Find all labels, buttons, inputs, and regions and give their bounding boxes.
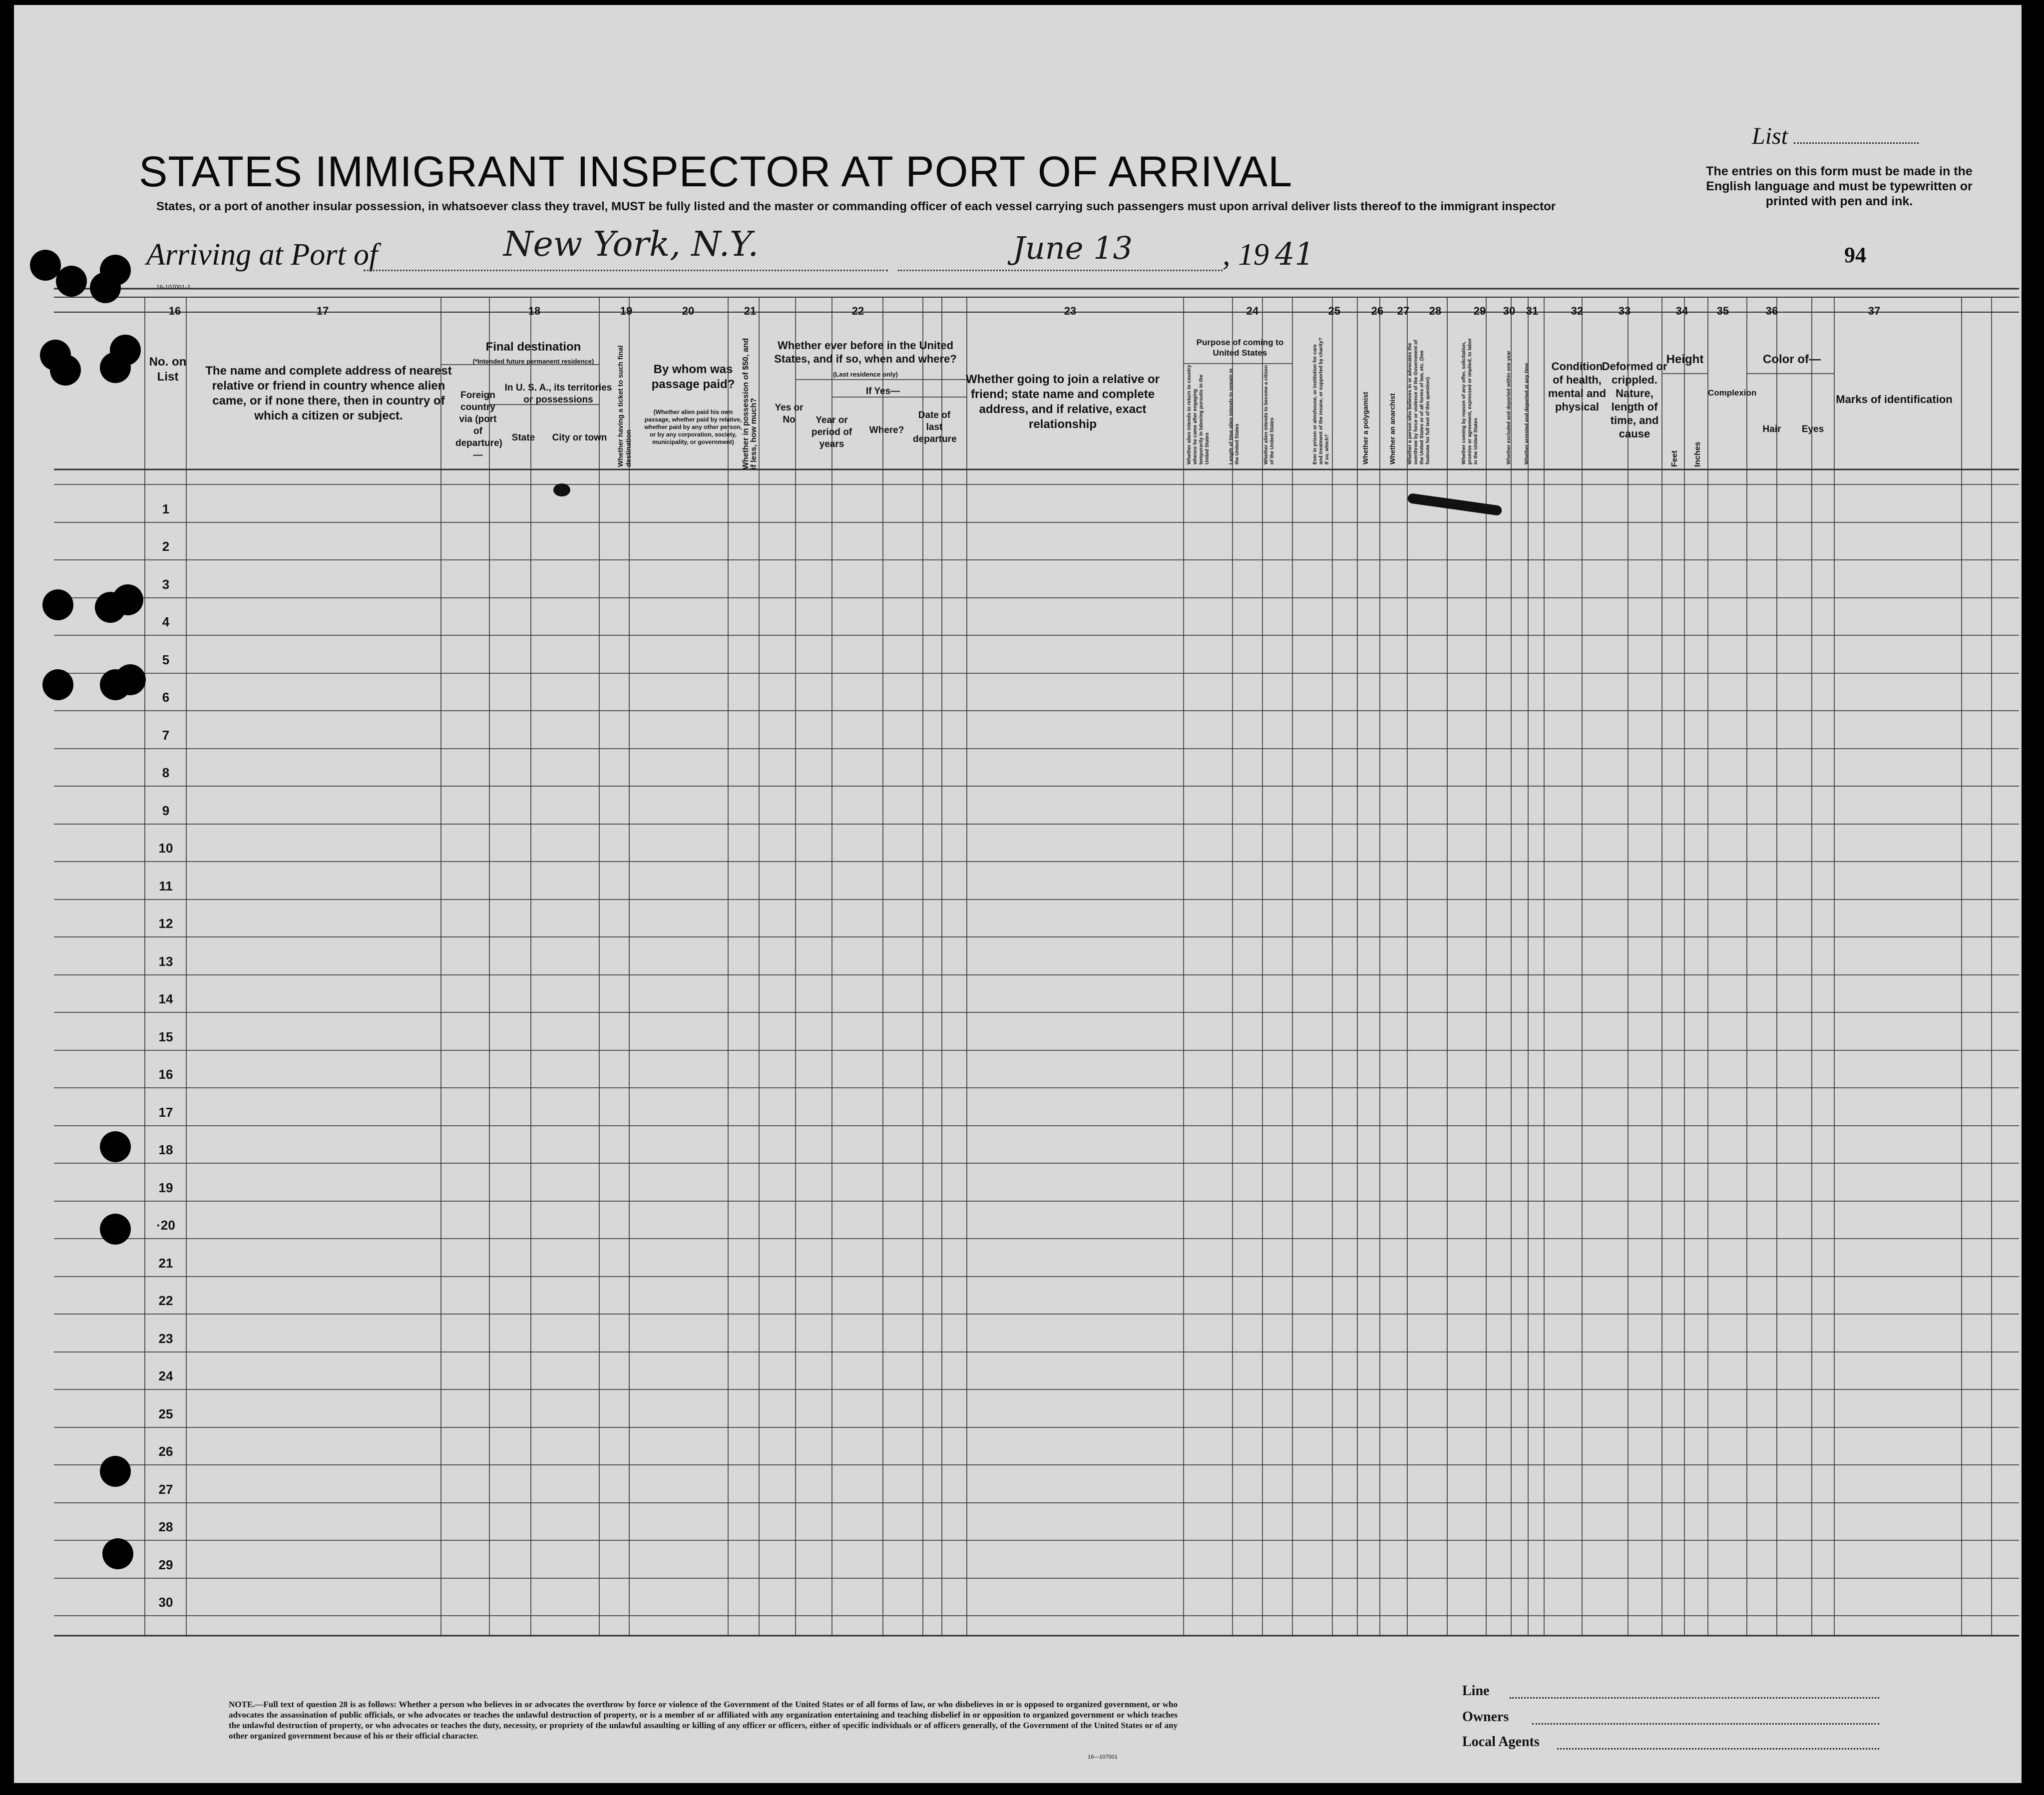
arriving-label: Arriving at Port of bbox=[146, 238, 378, 272]
header-color-of: Color of— bbox=[1763, 353, 1821, 366]
col-num-27: 27 bbox=[1397, 305, 1410, 317]
row-number: 24 bbox=[158, 1368, 173, 1383]
header-no-on-list: No. on List bbox=[149, 355, 187, 384]
header-offer-to-labor: Whether coming by reason of any offer, solicitation, promise or agreement, expressed or implied, to labor in the United States bbox=[1461, 338, 1479, 464]
row-number: 21 bbox=[158, 1256, 173, 1271]
header-overthrow-question: Whether a person who believes in or advocates the overthrow by force or violence of the Government of the United States or of all forms of law, etc. (See footnote for full text of this question) bbox=[1407, 340, 1431, 464]
port-handwritten: New York, N.Y. bbox=[503, 225, 759, 264]
col-num-22: 22 bbox=[851, 305, 864, 317]
row-number: 17 bbox=[158, 1105, 173, 1120]
footnote-code: 16—107001 bbox=[1088, 1754, 1118, 1760]
row-number: 19 bbox=[158, 1180, 173, 1195]
row-number: 1 bbox=[162, 501, 170, 516]
header-deformed: Deformed or crippled. Nature, length of time, and cause bbox=[1602, 360, 1667, 440]
header-height: Height bbox=[1666, 353, 1704, 366]
row-number: 5 bbox=[162, 652, 170, 667]
header-polygamist: Whether a polygamist bbox=[1361, 392, 1369, 464]
row-number: 15 bbox=[158, 1029, 173, 1044]
col-num-19: 19 bbox=[620, 305, 633, 317]
binder-hole bbox=[50, 355, 81, 386]
header-intends-citizen: Whether alien intends to become a citizen of the United States bbox=[1263, 365, 1275, 464]
owners-label: Owners bbox=[1462, 1709, 1509, 1725]
header-city-or-town: City or town bbox=[552, 433, 607, 443]
binder-hole bbox=[42, 589, 73, 620]
language-instructions: The entries on this form must be made in the English language and must be typewritten or printed with pen and ink. bbox=[1706, 164, 1973, 208]
col-num-31: 31 bbox=[1526, 305, 1539, 317]
col-num-24: 24 bbox=[1246, 305, 1259, 317]
header-eyes: Eyes bbox=[1801, 424, 1824, 435]
row-number: 26 bbox=[158, 1444, 173, 1459]
local-agents-label: Local Agents bbox=[1462, 1734, 1540, 1750]
binder-hole bbox=[112, 584, 143, 615]
row-number: 4 bbox=[162, 614, 170, 629]
col-num-16: 16 bbox=[168, 305, 181, 317]
header-if-yes: If Yes— bbox=[865, 386, 900, 397]
year-handwritten: 41 bbox=[1275, 236, 1314, 272]
sheet-number: 94 bbox=[1844, 243, 1866, 267]
row-number: 30 bbox=[158, 1595, 173, 1610]
col-num-26: 26 bbox=[1371, 305, 1384, 317]
binder-hole bbox=[115, 664, 146, 695]
header-condition-health: Condition of health, mental and physical bbox=[1548, 360, 1607, 413]
header-passage-paid-note: (Whether alien paid his own passage, whether paid by relative, whether paid by any other person, or by any corporation, society, municipality, or government) bbox=[644, 409, 742, 446]
binder-hole bbox=[100, 1456, 131, 1487]
col-num-30: 30 bbox=[1503, 305, 1516, 317]
header-hair: Hair bbox=[1762, 424, 1781, 435]
line-blank bbox=[1510, 1697, 1879, 1699]
manifest-sheet bbox=[14, 5, 2022, 1783]
col-num-37: 37 bbox=[1868, 305, 1881, 317]
row-number: 10 bbox=[158, 841, 173, 856]
header-purpose: Purpose of coming to United States bbox=[1196, 338, 1284, 358]
row-number: 7 bbox=[162, 728, 170, 743]
binder-hole bbox=[90, 272, 121, 303]
binder-hole bbox=[100, 1131, 131, 1162]
footnote-question-28: NOTE.—Full text of question 28 is as follows: Whether a person who believes in or advocates the overthrow by force or violence of the Government of the United States or of all forms of law, or who disbelieves in or is opposed to organized government, or who advocates the assassination of public officials, or who advocates or teaches the unlawful destruction of property, or is a member of or affiliated with any organization entertaining and teaching disbelief in or opposition to organized government or which teaches the unlawful destruction of property, or who advocates or teaches the duty, necessity, or propriety of the unlawful assaulting or killing of any officer or officers, either of specific individuals or of officers generally, of the Government of the United States or of any other organized government because of his or their official character. bbox=[229, 1700, 1178, 1741]
row-number: 16 bbox=[158, 1067, 173, 1082]
owners-blank bbox=[1532, 1723, 1879, 1725]
header-final-destination: Final destination bbox=[485, 340, 581, 354]
row-number: 8 bbox=[162, 765, 170, 780]
col-num-36: 36 bbox=[1765, 305, 1778, 317]
row-number: 11 bbox=[159, 879, 173, 894]
list-label: List bbox=[1752, 123, 1788, 149]
header-intends-to-return: Whether alien intends to return to country whence he came after engaging temporarily in laboring pursuits in the United States bbox=[1187, 365, 1210, 464]
binder-hole bbox=[56, 266, 87, 297]
header-ever-before: Whether ever before in the United States, and if so, when and where? bbox=[774, 339, 957, 365]
col-num-32: 32 bbox=[1571, 305, 1584, 317]
row-number: 2 bbox=[162, 539, 170, 554]
row-number: 3 bbox=[162, 577, 170, 592]
binder-hole bbox=[102, 1538, 133, 1569]
col-num-33: 33 bbox=[1618, 305, 1631, 317]
row-number: 9 bbox=[162, 803, 170, 818]
header-year-or-period: Year or period of years bbox=[811, 415, 852, 449]
col-num-35: 35 bbox=[1716, 305, 1729, 317]
local-agents-blank bbox=[1557, 1748, 1879, 1750]
header-state: State bbox=[511, 433, 535, 443]
ink-blot bbox=[553, 483, 570, 496]
header-nearest-relative: The name and complete address of nearest relative or friend in country whence alien came, or if none there, then in country of which a citizen or subject. bbox=[205, 364, 452, 423]
header-going-to-join: Whether going to join a relative or friend; state name and complete address, and if relative, exact relationship bbox=[965, 373, 1160, 431]
row-number: 23 bbox=[158, 1331, 173, 1346]
header-passage-paid: By whom was passage paid? bbox=[651, 363, 735, 391]
row-number: 18 bbox=[158, 1142, 173, 1157]
col-num-28: 28 bbox=[1429, 305, 1442, 317]
header-yes-or-no: Yes or No bbox=[775, 403, 804, 425]
header-foreign-country: Foreign country via (port of departure)— bbox=[455, 390, 502, 460]
date-handwritten: June 13 bbox=[1013, 230, 1133, 266]
header-ticket: Whether having a ticket to such final destination bbox=[616, 345, 632, 467]
row-number: 28 bbox=[158, 1519, 173, 1534]
header-feet: Feet bbox=[1670, 450, 1679, 467]
header-excluded-deported: Whether excluded and deported within one year bbox=[1506, 351, 1512, 464]
binder-hole bbox=[100, 1214, 131, 1245]
year-prefix: , 19 bbox=[1223, 238, 1269, 272]
header-inches: Inches bbox=[1693, 442, 1702, 467]
header-last-residence: (Last residence only) bbox=[832, 371, 898, 378]
header-arrested-deported: Whether arrested and deported at any time bbox=[1524, 363, 1530, 464]
col-num-23: 23 bbox=[1064, 305, 1077, 317]
header-prison-almshouse: Ever in prison or almshouse, or institution for care and treatment of the insane, or supported by charity? If so, which? bbox=[1312, 338, 1330, 464]
header-where: Where? bbox=[869, 425, 904, 436]
row-number: 6 bbox=[162, 690, 170, 705]
row-number: 29 bbox=[158, 1557, 173, 1572]
col-num-20: 20 bbox=[682, 305, 695, 317]
form-grid bbox=[14, 5, 2022, 1783]
col-num-34: 34 bbox=[1675, 305, 1688, 317]
header-marks-identification: Marks of identification bbox=[1836, 393, 1953, 406]
binder-hole bbox=[100, 352, 131, 383]
header-date-last-departure: Date of last departure bbox=[913, 410, 957, 445]
row-number: 25 bbox=[158, 1406, 173, 1421]
header-in-usa: In U. S. A., its territories or possessions bbox=[504, 383, 612, 405]
row-number: 12 bbox=[158, 916, 173, 931]
form-title: STATES IMMIGRANT INSPECTOR AT PORT OF ARRIVAL bbox=[139, 148, 1293, 196]
binder-hole bbox=[42, 669, 73, 700]
col-num-18: 18 bbox=[528, 305, 541, 317]
row-number: ·20 bbox=[156, 1218, 175, 1233]
form-subtitle: States, or a port of another insular possession, in whatsoever class they travel, MUST be fully listed and the master or commanding officer of each vessel carrying such passengers must upon arrival deliver lists thereof to the immigrant inspector bbox=[156, 200, 1556, 213]
row-number: 14 bbox=[158, 991, 173, 1006]
header-final-destination-note: (*Intended future permanent residence) bbox=[472, 358, 594, 365]
col-num-25: 25 bbox=[1328, 305, 1341, 317]
col-num-17: 17 bbox=[316, 305, 329, 317]
row-number: 13 bbox=[158, 954, 173, 969]
form-code: 16-107001-2 bbox=[156, 284, 191, 291]
row-number: 22 bbox=[158, 1293, 173, 1308]
row-number: 27 bbox=[158, 1482, 173, 1497]
header-length-of-time: Length of time alien intends to remain in the United States bbox=[1228, 368, 1240, 464]
col-num-29: 29 bbox=[1473, 305, 1486, 317]
header-anarchist: Whether an anarchist bbox=[1388, 393, 1396, 464]
col-num-21: 21 bbox=[744, 305, 757, 317]
line-label: Line bbox=[1462, 1683, 1490, 1699]
header-possession-50: Whether in possession of $50, and if less, how much? bbox=[742, 338, 758, 469]
header-complexion: Complexion bbox=[1708, 388, 1757, 398]
